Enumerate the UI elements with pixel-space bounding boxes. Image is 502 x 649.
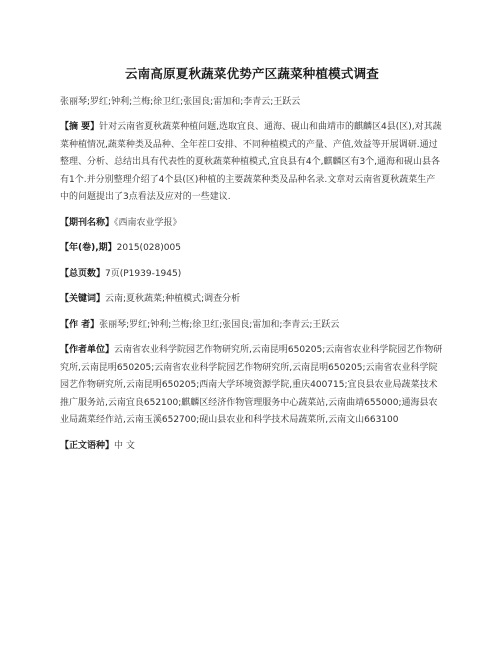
abstract-text: 针对云南省夏秋蔬菜种植问题,选取宜良、通海、砚山和曲靖市的麒麟区4县(区),对其蔬菜种植情况,蔬菜种类及品种、全年茬口安排、不同种植模式的产量、产值,效益等开展调研.通过整理、分析、总结出具有代表性的夏秋蔬菜种植模式,宜良县有4个,麒麟区有3个,通海和砚山县各有1个.并分别整理介绍了4个县(区)种植的主要蔬菜种类及品种名录.文章对云南省夏秋蔬菜生产中的问题提出了3点看法及应对的一些建议. <box>60 122 442 202</box>
author-list: 张丽琴;罗红;钟利;兰梅;徐卫红;张国良;雷加和;李青云;王跃云 <box>60 97 301 107</box>
field-authors <box>60 317 444 335</box>
field-value: 云南;夏秋蔬菜;种植模式;调查分析 <box>105 294 241 304</box>
abstract-section <box>60 119 444 207</box>
field-total-pages <box>60 266 444 284</box>
field-label: 【正文语种】 <box>60 440 115 451</box>
abstract-label: 【摘 要】 <box>60 122 100 132</box>
field-value: 《西南农业学报》 <box>114 217 182 228</box>
field-label: 【关键词】 <box>60 294 106 304</box>
field-label: 【期刊名称】 <box>60 217 115 228</box>
field-keywords <box>60 291 444 309</box>
field-author-affiliations <box>60 342 444 430</box>
field-label: 【作者单位】 <box>60 345 115 355</box>
field-label: 【年(卷),期】 <box>60 243 117 253</box>
field-value: 云南省农业科学院园艺作物研究所,云南昆明650205;云南省农业科学院园艺作物研究所,云南昆明650205;云南省农业科学院园艺作物研究所,云南昆明650205;云南省农业科学院园艺作物研究所,云南昆明650205;西南大学环境资源学院,重庆400715;宜良县农业局蔬菜技术推广服务站,云南宜良652100;麒麟区经济作物管理服务中心蔬菜站,云南曲靖655000;通海县农业局蔬菜经作站,云南玉溪652700;砚山县农业和科学技术局蔬菜所,云南文山663100 <box>60 345 443 425</box>
field-year-volume-issue <box>60 240 444 258</box>
field-value: 中 文 <box>114 440 135 451</box>
paper-title: 云南高原夏秋蔬菜优势产区蔬菜种植模式调查 <box>124 66 379 81</box>
field-text-language <box>60 438 444 456</box>
field-value: 张丽琴;罗红;钟利;兰梅;徐卫红;张国良;雷加和;李青云;王跃云 <box>99 319 340 330</box>
field-label: 【作 者】 <box>60 319 100 330</box>
field-value: 2015(028)005 <box>116 243 181 253</box>
field-value: 7页(P1939-1945) <box>105 268 182 279</box>
field-label: 【总页数】 <box>60 268 106 279</box>
field-journal-name <box>60 215 444 233</box>
